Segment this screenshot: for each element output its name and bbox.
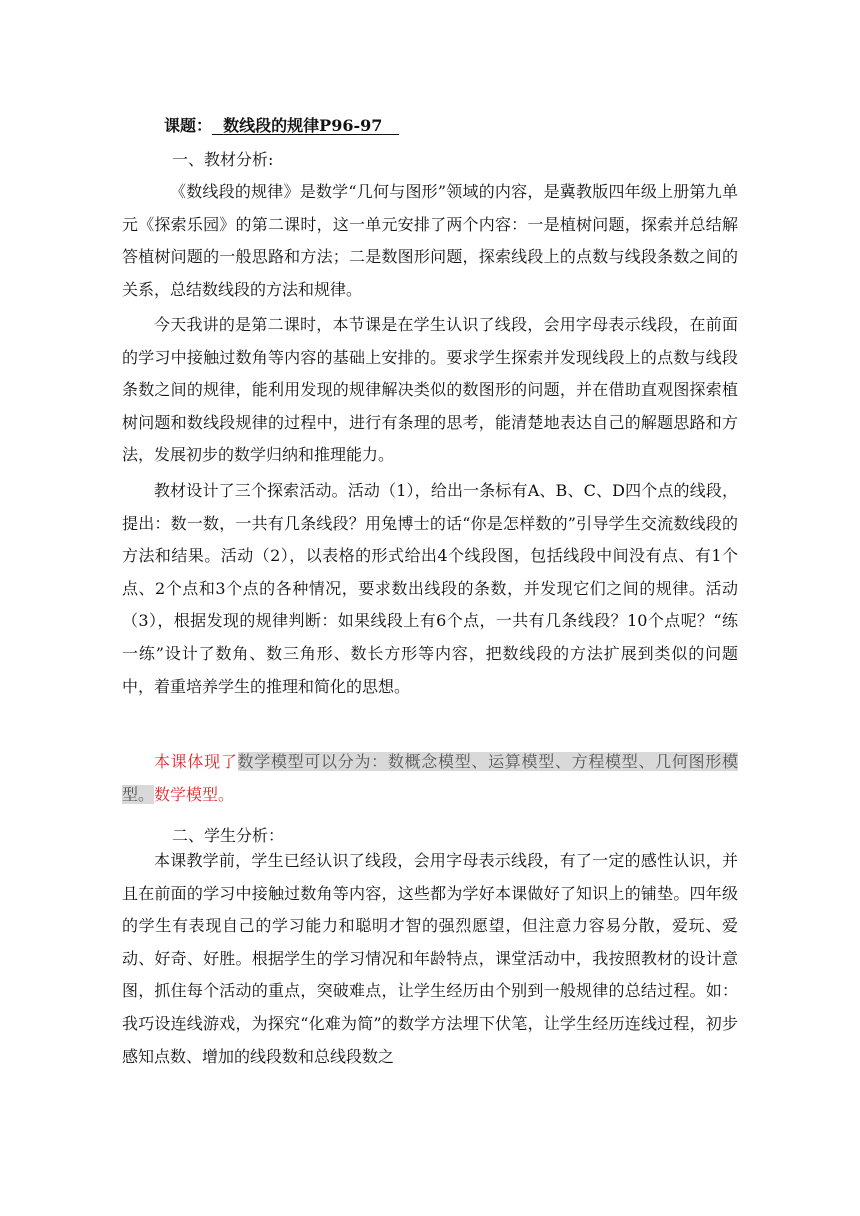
lesson-title [164,113,399,136]
title-label: 课题： [164,116,213,135]
highlighted-comment: 数学模型可以分为：数概念模型、运算模型、方程模型、几何图形模型。 [122,752,738,804]
math-model-tail-text: 数学模型。 [154,784,235,804]
title-topic: 数线段的规律P96-97 [223,116,383,135]
section-heading-student-analysis: 二、学生分析： [172,826,285,845]
math-model-lead-text: 本课体现了 [154,752,238,771]
paragraph-math-model [122,746,738,811]
paragraph-activities: 教材设计了三个探索活动。活动（1），给出一条标有A、B、C、D四个点的线段，提出：数一数，一共有几条线段？用兔博士的话“你是怎样数的”引导学生交流数线段的方法和结果。活动（2），以表格的形式给出4个线段图，包括线段中间没有点、有1个点、2个点和3个点的各种情况，要求数出线段的条数，并发现它们之间的规律。活动（3），根据发现的规律判断：如果线段上有6个点，一共有几条线段？10个点呢？“练一练”设计了数角、数三角形、数长方形等内容，把数线段的方法扩展到类似的问题中，着重培养学生的推理和简化的思想。 [122,481,738,696]
paragraph-student-analysis: 本课教学前，学生已经认识了线段，会用字母表示线段，有了一定的感性认识，并且在前面的学习中接触过数角等内容，这些都为学好本课做好了知识上的铺垫。四年级的学生有表现自己的学习能力和聪明才智的强烈愿望，但注意力容易分散，爱玩、爱动、好奇、好胜。根据学生的学习情况和年龄特点，课堂活动中，我按照教材的设计意图，抓住每个活动的重点，突破难点，让学生经历由个别到一般规律的总结过程。如：我巧设连线游戏，为探究“化难为简”的数学方法埋下伏笔，让学生经历连线过程，初步感知点数、增加的线段数和总线段数之 [122,851,738,1066]
paragraph-overview: 《数线段的规律》是数学“几何与图形”领域的内容，是冀教版四年级上册第九单元《探索乐园》的第二课时，这一单元安排了两个内容：一是植树问题，探索并总结解答植树问题的一般思路和方法；二是数图形问题，探索线段上的点数与线段条数之间的关系，总结数线段的方法和规律。 [122,182,738,299]
paragraph-second-lesson: 今天我讲的是第二课时，本节课是在学生认识了线段，会用字母表示线段，在前面的学习中接触过数角等内容的基础上安排的。要求学生探索并发现线段上的点数与线段条数之间的规律，能利用发现的规律解决类似的数图形的问题，并在借助直观图探索植树问题和数线段规律的过程中，进行有条理的思考，能清楚地表达自己的解题思路和方法，发展初步的数学归纳和推理能力。 [122,315,738,465]
section-heading-textbook-analysis: 一、教材分析: [172,150,274,169]
